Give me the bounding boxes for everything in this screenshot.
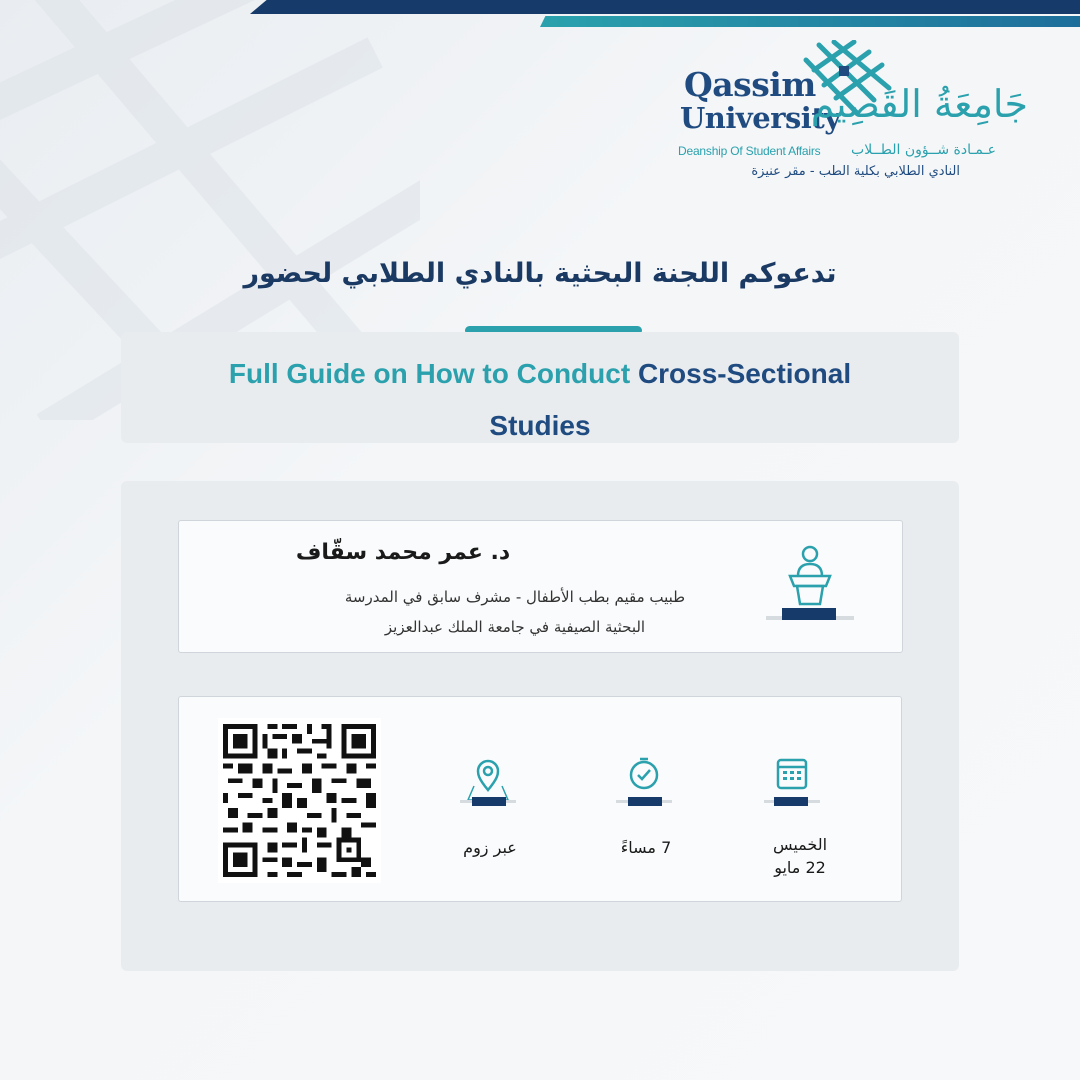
invitation-heading: تدعوكم اللجنة البحثية بالنادي الطلابي لحضور	[243, 258, 837, 289]
logo-university-arabic: جَامِعَةُ القَصِيم	[810, 82, 1028, 126]
lecture-title-highlight: Full Guide on How to Conduct	[228, 358, 631, 389]
location-pin-icon	[460, 756, 516, 806]
stopwatch-icon	[616, 756, 672, 806]
top-teal-stripe	[540, 16, 1080, 27]
speaker-bio-line-1: طبيب مقيم بطب الأطفال - مشرف سابق في المدرسة	[344, 588, 686, 606]
event-date-value: 22 مايو	[774, 858, 826, 877]
calendar-icon	[764, 756, 820, 806]
lecture-title-rest: Cross-Sectional	[637, 358, 852, 389]
logo-club-arabic: النادي الطلابي بكلية الطب - مقر عنيزة	[751, 164, 960, 179]
qr-code[interactable]	[218, 718, 381, 883]
logo-deanship-english: Deanship Of Student Affairs	[678, 144, 821, 158]
speaker-bio	[300, 582, 730, 642]
event-location: عبر زوم	[463, 838, 517, 857]
qassim-university-logo	[676, 40, 1036, 190]
speaker-bio-line-2: البحثية الصيفية في جامعة الملك عبدالعزيز	[384, 618, 646, 636]
event-date	[740, 833, 860, 879]
lecture-title-end: Studies	[489, 410, 591, 441]
event-day: الخميس	[772, 835, 828, 854]
podium-speaker-icon	[766, 544, 854, 624]
logo-qassim-text: Qassim	[684, 65, 816, 104]
event-time: 7 مساءً	[620, 838, 672, 857]
lecture-title	[121, 348, 959, 452]
logo-deanship-arabic: عـمـادة شــؤون الطــلاب	[851, 142, 996, 158]
logo-university-text: University	[680, 101, 841, 135]
top-navy-stripe	[250, 0, 1080, 14]
speaker-name: د. عمر محمد سقّاف	[295, 540, 511, 565]
